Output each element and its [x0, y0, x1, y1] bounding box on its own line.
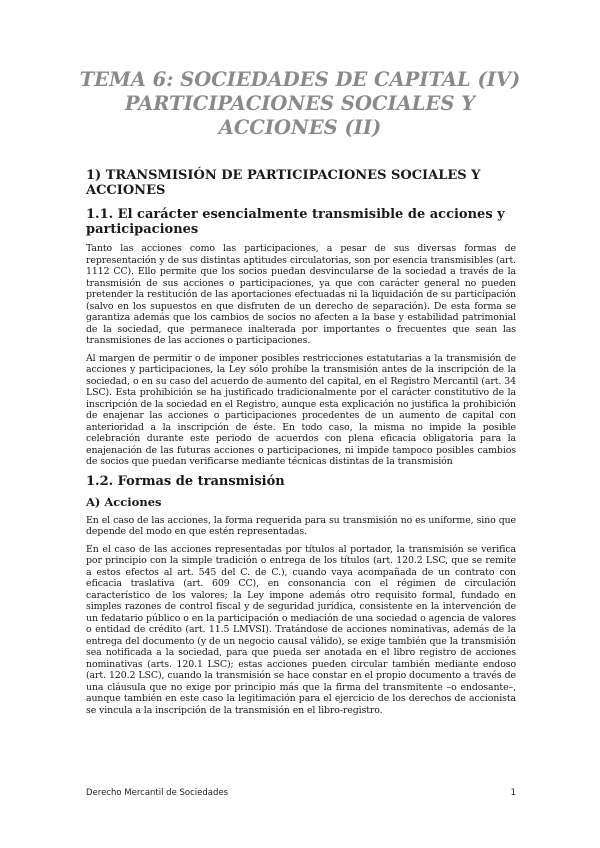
section-1-heading: 1) TRANSMISIÓN DE PARTICIPACIONES SOCIALES Y ACCIONES — [86, 168, 481, 198]
page-number: 1 — [510, 788, 516, 798]
subsection-1-2-heading: 1.2. Formas de transmisión — [86, 473, 285, 489]
page-footer — [86, 788, 516, 802]
paragraph: En el caso de las acciones representadas por títulos al portador, la transmisión se verifica por principio con la simple tradición o entrega de los títulos (art. 120.2 LSC, que se remite a estos efectos al art. 545 del C. de C.), cuando vaya acompañada de un contrato con eficacia traslativa (art. 609 CC), en consonancia con el régimen de circulación característico de los valores; la Ley impone además otro requisito formal, fundado en simples razones de control fiscal y de seguridad jurídica, consistente en la intervención de un fedatario público o en la participación o mediación de una sociedad o agencia de valores o entidad de crédito (art. 11.5 LMVSI). Tratándose de acciones nominativas, además de la entrega del documento (y de un negocio causal válido), se exige también que la transmisión sea notificada a la sociedad, para que pueda ser anotada en el libro registro de acciones nominativas (arts. 120.1 LSC); estas acciones pueden circular también mediante endoso (art. 120.2 LSC), cuando la transmisión se hace constar en el propio documento a través de una cláusula que no exige por principio más que la firma del transmitente –o endosante–, aunque también en este caso la legitimación para el ejercicio de los derechos de accionista se vincula a la inscripción de la transmisión en el libro-registro. — [86, 543, 516, 716]
title-line-3: ACCIONES (II) — [218, 116, 382, 139]
paragraph: Al margen de permitir o de imponer posibles restricciones estatutarias a la transmisión de acciones y participaciones, la Ley sólo prohíbe la transmisión antes de la inscripción de la sociedad, o en su caso del acuerdo de aumento del capital, en el Registro Mercantil (art. 34 LSC). Esta prohibición se ha justificado tradicionalmente por el carácter constitutivo de la inscripción de la sociedad en el Registro, aunque esta explicación no justifica la prohibición de enajenar las acciones o participaciones procedentes de un aumento de capital con anterioridad a la inscripción de éste. En todo caso, la misma no impide la posible celebración durante este periodo de acuerdos con plena eficacia obligatoria para la enajenación de las futuras acciones o participaciones, ni impide tampoco posibles cambios de socios que puedan verificarse mediante técnicas distintas de la transmisión — [86, 352, 516, 467]
paragraph: Tanto las acciones como las participaciones, a pesar de sus diversas formas de representación y de sus distintas aptitudes circulatorias, son por esencia transmisibles (art. 1112 CC). Ello permite que los socios puedan desvincularse de la sociedad a través de la transmisión de sus acciones o participaciones, ya que con carácter general no pueden pretender la restitución de las aportaciones efectuadas ni la liquidación de su participación (salvo en los supuestos en que disfruten de un derecho de separación). De esta forma se garantiza además que los cambios de socios no afecten a la base y estabilidad patrimonial de la sociedad, que permanece inalterada por importantes o frecuentes que sean las transmisiones de las acciones o participaciones. — [86, 243, 516, 346]
document-title — [60, 68, 540, 140]
subsection-1-1-heading: 1.1. El carácter esencialmente transmisible de acciones y participaciones — [86, 207, 505, 237]
paragraph: En el caso de las acciones, la forma requerida para su transmisión no es uniforme, sino que depende del modo en que estén representadas. — [86, 514, 516, 537]
title-line-1: TEMA 6: SOCIEDADES DE CAPITAL (IV) — [79, 68, 521, 91]
title-line-2: PARTICIPACIONES SOCIALES Y — [124, 92, 476, 115]
part-a-heading: A) Acciones — [86, 494, 162, 509]
footer-course-name: Derecho Mercantil de Sociedades — [86, 788, 229, 798]
document-body — [86, 168, 516, 722]
